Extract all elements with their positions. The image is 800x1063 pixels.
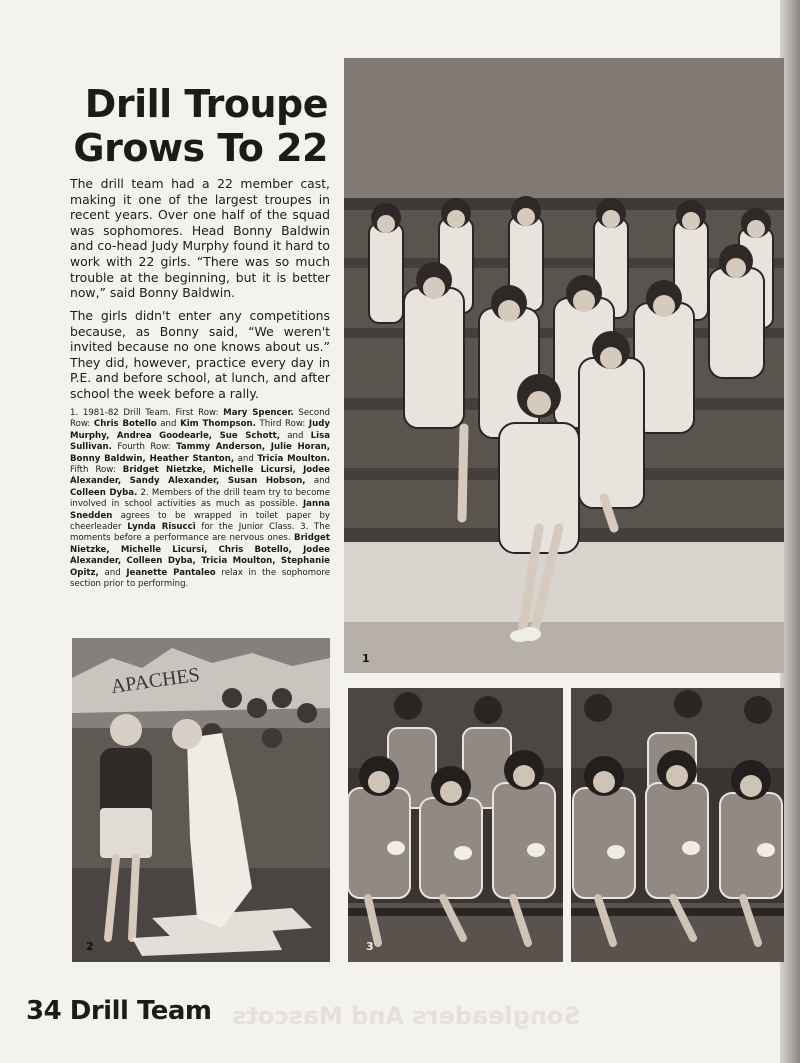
photo-number-1: 1 [362,652,370,665]
caption-name: Jeanette Pantaleo [126,567,216,578]
caption-text: Third Row: [255,419,309,430]
caption-name: Lynda Risucci [127,522,196,533]
sophomore-section-photo [348,688,784,962]
photo-caption [70,408,330,591]
caption-name: Tricia Moulton. [257,453,330,464]
caption-text: relax in the sophomore section prior to performing. [70,567,330,590]
caption-name: Bridget Nietzke, Michelle Licursi, Jodee Alexander, Sandy Alexander, Susan Hobson, [70,465,330,487]
paragraph-text: The drill team had a 22 member cast, making it one of the largest troupes in recent years. Over one half of the squad was sophomores. Head Bonny Baldwin and co-head Judy Murphy found it hard to work with 22 girls. “There was so much trouble at the beginning, but it is better now,” said Bonny Baldwin. [70,176,330,301]
headline-line-2: Grows To 22 [73,126,328,170]
caption-text: and [98,567,127,578]
caption-text: and [280,430,311,441]
photo-number-2: 2 [86,940,94,953]
caption-name: Janna Snedden [70,499,330,521]
caption-text: and [156,419,181,430]
group-photo-illustration [344,58,784,673]
page-number: 34 [26,996,62,1026]
caption-name: Tammy Anderson, Julie Horan, Bonny Baldwin, Heather Stanton, [70,442,331,464]
caption-text: Fourth Row: [111,442,177,453]
caption-name: Lisa Sullivan. [70,430,330,453]
headline-line-1: Drill Troupe [84,82,328,126]
drill-team-group-photo [344,58,784,673]
body-paragraph-1 [70,176,330,301]
caption-name: Kim Thompson. [180,419,256,430]
toilet-paper-wrap-photo [72,638,330,962]
section-name: Drill Team [69,996,212,1026]
caption-name: Bridget Nietzke, Michelle Licursi, Chris Botello, Jodee Alexander, Colleen Dyba, Tricia Moulton, Stephanie Opitz, [70,533,330,578]
body-paragraph-2 [70,308,330,402]
caption-name: Chris Botello [93,419,157,430]
caption-text: and [305,476,330,487]
caption-text: Second Row: [70,408,331,430]
page-folio [26,996,212,1026]
caption-text: for the Junior Class. 3. The moments before a performance are nervous ones. [70,522,330,544]
bleed-through-text: Songleaders And Mascots [232,1002,581,1030]
caption-text: 1. 1981-82 Drill Team. First Row: [70,408,224,418]
apaches-banner-text: APACHES [109,663,202,698]
caption-name: Mary Spencer. [223,408,294,418]
caption-text: agrees to be wrapped in toilet paper by cheerleader [70,510,330,533]
photo-number-3: 3 [366,940,374,953]
paragraph-text: The girls didn't enter any competitions because, as Bonny said, “We weren't invited because no one knows about us.” They did, however, practice every day in P.E. and before school, at lunch, and after school the week before a rally. [70,308,330,401]
section-photo-illustration [348,688,784,962]
article-headline [70,82,328,170]
caption-name: Colleen Dyba. [70,487,138,498]
wrap-photo-illustration [72,638,330,962]
caption-name: Judy Murphy, Andrea Goodearle, Sue Schott, [70,419,330,441]
caption-text: 2. Members of the drill team try to become involved in school activities as much as possible. [70,487,330,510]
caption-text: and [234,453,258,464]
caption-text: Fifth Row: [70,465,123,476]
